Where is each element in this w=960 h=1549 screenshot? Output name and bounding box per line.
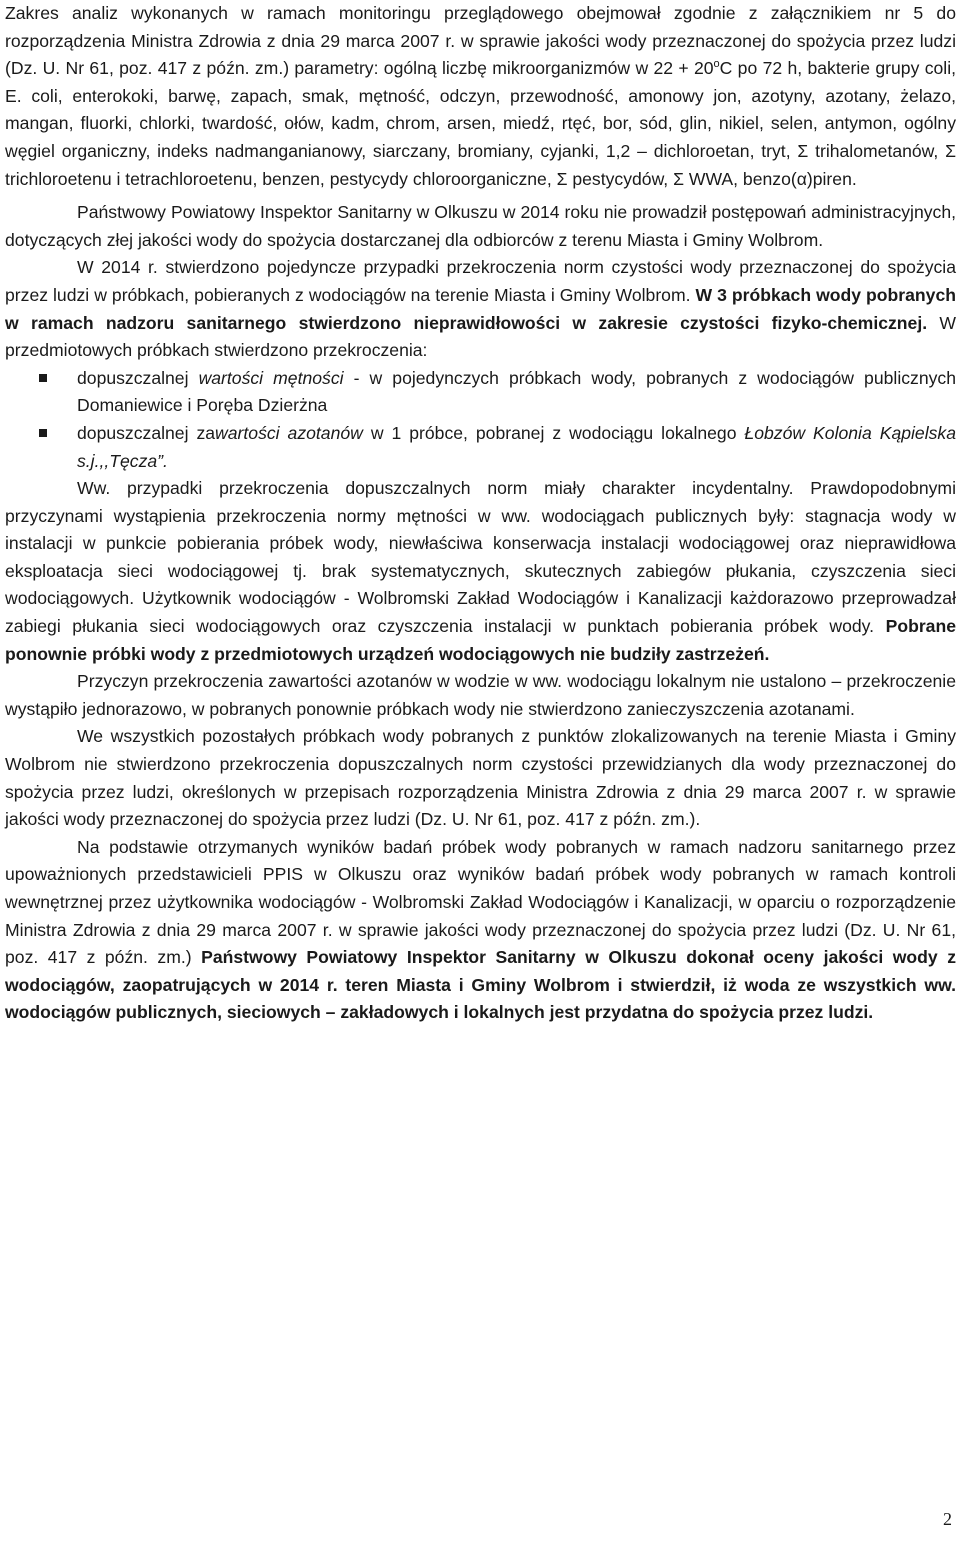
list-item-nitrates [5, 420, 956, 475]
exceedance-list [5, 365, 956, 475]
paragraph-administrative-proceedings: Państwowy Powiatowy Inspektor Sanitarny w Olkuszu w 2014 roku nie prowadził postępowań administracyjnych, dotyczących złej jakości wody do spożycia dostarczanej dla odbiorców z terenu Miasta i Gminy Wolbrom. [5, 202, 956, 250]
square-bullet-icon [39, 429, 47, 437]
italic-text-run: wartości azotanów [215, 422, 363, 443]
bold-text-run: Pobrane ponownie próbki wody z przedmiotowych urządzeń wodociągowych nie budziły zastrzeżeń. [5, 616, 956, 664]
paragraph-other-samples: We wszystkich pozostałych próbkach wody pobranych z punktów zlokalizowanych na terenie Miasta i Gminy Wolbrom nie stwierdzono przekroczenia dopuszczalnych norm czystości przewidzianych dla wody przeznaczonej do spożycia przez ludzi, określonych w przepisach rozporządzenia Ministra Zdrowia z dnia 29 marca 2007 r. w sprawie jakości wody przeznaczonej do spożycia przez ludzi (Dz. U. Nr 61, poz. 417 z późn. zm.). [5, 726, 956, 830]
paragraph-exceedances [5, 254, 956, 364]
bold-text-run: W 3 próbkach wody pobranych w ramach nadzoru sanitarnego stwierdzono nieprawidłowości w zakresie czystości fizyko-chemicznej. [5, 284, 956, 333]
degree-superscript: o [713, 58, 720, 71]
paragraph-causes-turbidity [5, 475, 956, 668]
text-run: C po 72 h, bakterie grupy coli, E. coli, enterokoki, barwę, zapach, smak, mętność, odczyn, przewodność, amonowy jon, azotyny, azotany, żelazo, mangan, fluorki, chlorki, twardość, ołów, kadm, chrom, arsen, miedź, rtęć, bor, sód, glin, nikiel, selen, antymon, ogólny węgiel organiczny, indeks nadmanganianowy, siarczany, bromiany, cyjanki, 1,2 – dichloroetan, tryt, Σ trihalometanów, Σ trichloroetenu i tetrachloroetenu, benzen, pestycydy chloroorganiczne, Σ pestycydów, Σ WWA, benzo(α)piren. [5, 58, 956, 189]
text-run: dopuszczalnej [77, 367, 199, 388]
list-item-turbidity [5, 365, 956, 420]
page-number: 2 [943, 1509, 952, 1529]
italic-text-run: wartości mętności [198, 367, 344, 388]
paragraph-assessment [5, 834, 956, 1027]
text-run: Na podstawie otrzymanych wyników badań próbek wody pobranych w ramach nadzoru sanitarnego przez upoważnionych przedstawicieli PPIS w Olkuszu oraz wyników badań próbek wody pobranych w ramach kontroli wewnętrznej przez użytkownika wodociągów - Wolbromski Zakład Wodociągów i Kanalizacji, w oparciu o rozporządzenie Ministra Zdrowia z dnia 29 marca 2007 r. w sprawie jakości wody przeznaczonej do spożycia przez ludzi (Dz. U. Nr 61, poz. 417 z późn. zm.) [5, 836, 956, 968]
text-run: dopuszczalnej za [77, 422, 216, 443]
text-run: - w pojedynczych próbkach wody, pobranych z wodociągów publicznych Domaniewice i Poręba Dzierżna [77, 367, 956, 416]
italic-text-run: Łobzów Kolonia Kąpielska s.j.,,Tęcza”. [77, 422, 956, 471]
paragraph-causes-nitrates: Przyczyn przekroczenia zawartości azotanów w wodzie w ww. wodociągu lokalnym nie ustalono – przekroczenie wystąpiło jednorazowo, w pobranych ponownie próbkach wody nie stwierdzono zanieczyszczenia azotanami. [5, 671, 956, 719]
paragraph-monitoring-scope [5, 0, 956, 193]
text-run: w 1 próbce, pobranej z wodociągu lokalnego [362, 422, 745, 443]
text-run: W przedmiotowych próbkach stwierdzono przekroczenia: [5, 312, 957, 361]
text-run: Zakres analiz wykonanych w ramach monitoringu przeglądowego obejmował zgodnie z załącznikiem nr 5 do rozporządzenia Ministra Zdrowia z dnia 29 marca 2007 r. w sprawie jakości wody przeznaczonej do spożycia przez ludzi (Dz. U. Nr 61, poz. 417 z późn. zm.) parametry: ogólną liczbę mikroorganizmów w 22 + 20 [5, 3, 956, 79]
text-run: W 2014 r. stwierdzono pojedyncze przypadki przekroczenia norm czystości wody przeznaczonej do spożycia przez ludzi w próbkach, pobieranych z wodociągów na terenie Miasta i Gminy Wolbrom. [5, 257, 956, 305]
bold-text-run: Państwowy Powiatowy Inspektor Sanitarny w Olkuszu dokonał oceny jakości wody z wodociągów, zaopatrujących w 2014 r. teren Miasta i Gminy Wolbrom i stwierdził, iż woda ze wszystkich ww. wodociągów publicznych, sieciowych – zakładowych i lokalnych jest przydatna do spożycia przez ludzi. [5, 947, 956, 1023]
square-bullet-icon [39, 374, 47, 382]
text-run: Ww. przypadki przekroczenia dopuszczalnych norm miały charakter incydentalny. Prawdopodobnymi przyczynami wystąpienia przekroczenia normy mętności w ww. wodociągach publicznych były: stagnacja wody w instalacji w punkcie pobierania próbek wody, niewłaściwa konserwacja instalacji wodociągowej oraz nieprawidłowa eksploatacja sieci wodociągowej tj. brak systematycznych, skutecznych zabiegów płukania, czyszczenia sieci wodociągowych. Użytkownik wodociągów - Wolbromski Zakład Wodociągów i Kanalizacji każdorazowo przeprowadzał zabiegi płukania sieci wodociągowych oraz czyszczenia instalacji w punktach pobierania próbek wody. [5, 478, 956, 637]
